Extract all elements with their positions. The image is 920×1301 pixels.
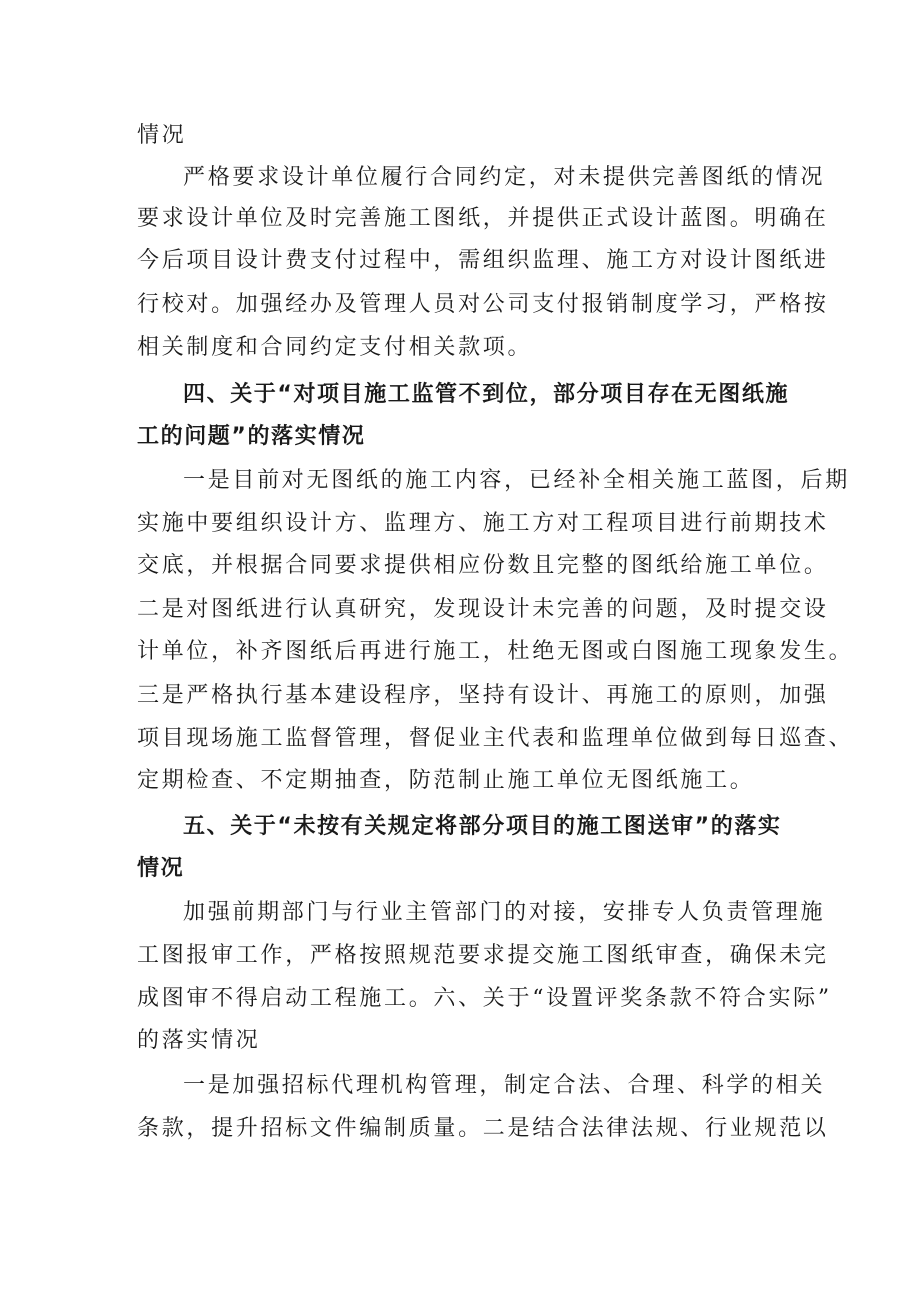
body-text-line: 定期检查、不定期抽查，防范制止施工单位无图纸施工。 xyxy=(137,768,755,793)
section-heading: 情况 xyxy=(137,856,185,881)
body-text-line: 严格要求设计单位履行合同约定，对未提供完善图纸的情况 xyxy=(183,165,826,190)
body-text-line: 交底，并根据合同要求提供相应份数且完整的图纸给施工单位。 xyxy=(137,553,829,578)
body-text-line: 今后项目设计费支付过程中，需组织监理、施工方对设计图纸进 xyxy=(137,248,829,273)
body-text-line: 二是对图纸进行认真研究，发现设计未完善的问题，及时提交设 xyxy=(137,597,829,622)
section-heading: 四、关于“对项目施工监管不到位，部分项目存在无图纸施 xyxy=(183,382,790,407)
body-text-line: 行校对。加强经办及管理人员对公司支付报销制度学习，严格按 xyxy=(137,292,829,317)
body-text-line: 要求设计单位及时完善施工图纸，并提供正式设计蓝图。明确在 xyxy=(137,206,829,231)
body-text-line: 加强前期部门与行业主管部门的对接，安排专人负责管理施 xyxy=(183,900,826,925)
body-text-line: 一是加强招标代理机构管理，制定合法、合理、科学的相关 xyxy=(183,1073,826,1098)
body-text-line: 工图报审工作，严格按照规范要求提交施工图纸审查，确保未完 xyxy=(137,943,829,968)
body-text-line: 三是严格执行基本建设程序，坚持有设计、再施工的原则，加强 xyxy=(137,683,829,708)
body-text-line: 成图审不得启动工程施工。六、关于“设置评奖条款不符合实际” xyxy=(137,986,832,1011)
body-text-line: 实施中要组织设计方、监理方、施工方对工程项目进行前期技术 xyxy=(137,511,829,536)
body-text-line: 的落实情况 xyxy=(137,1028,261,1053)
body-text-line: 条款，提升招标文件编制质量。二是结合法律法规、行业规范以 xyxy=(137,1116,829,1141)
body-text-line: 项目现场施工监督管理，督促业主代表和监理单位做到每日巡查、 xyxy=(137,726,854,751)
section-heading: 工的问题”的落实情况 xyxy=(137,424,366,449)
body-text-line: 一是目前对无图纸的施工内容，已经补全相关施工蓝图，后期 xyxy=(183,468,850,493)
section-heading: 五、关于“未按有关规定将部分项目的施工图送审”的落实 xyxy=(183,814,782,839)
body-text-line: 计单位，补齐图纸后再进行施工，杜绝无图或白图施工现象发生。 xyxy=(137,639,854,664)
body-text-line: 情况 xyxy=(137,123,187,148)
body-text-line: 相关制度和合同约定支付相关款项。 xyxy=(137,335,533,360)
